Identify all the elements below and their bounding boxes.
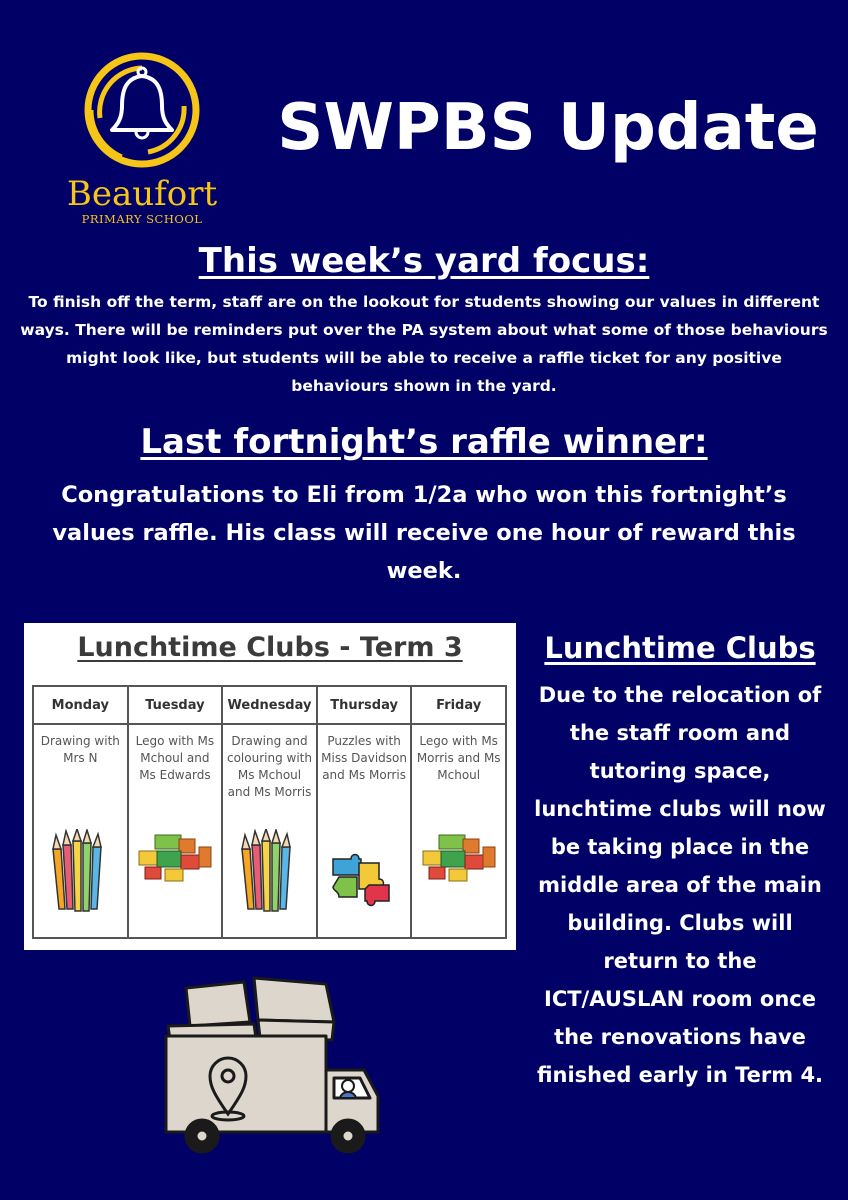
lunchtime-clubs-body: Due to the relocation of the staff room and tutoring space, lunchtime clubs will now be taking place in the middle area of the main building. Clubs will return to the ICT/AUSLAN room once the renovations have finished early in Term 4. <box>534 683 826 1087</box>
bell-icon <box>52 48 232 178</box>
club-activity: Lego with Ms Morris and Ms Mchoul <box>416 734 501 782</box>
day-header: Tuesday <box>128 686 223 724</box>
day-header: Monday <box>33 686 128 724</box>
lunchtime-clubs-heading: Lunchtime Clubs <box>544 631 816 665</box>
club-cell <box>128 724 223 938</box>
club-cell <box>33 724 128 938</box>
club-cell <box>411 724 506 938</box>
day-header: Wednesday <box>222 686 317 724</box>
day-header: Thursday <box>317 686 412 724</box>
club-cell <box>317 724 412 938</box>
club-activity: Drawing and colouring with Ms Mchoul and Ms Morris <box>226 734 312 799</box>
clubs-table-title: Lunchtime Clubs - Term 3 <box>77 632 463 663</box>
lego-icon <box>135 829 215 885</box>
raffle-body: Congratulations to Eli from 1/2a who won this fortnight’s values raffle. His class will receive one hour of reward this week. <box>52 482 796 584</box>
club-activity: Puzzles with Miss Davidson and Ms Morris <box>321 734 407 782</box>
school-name: Beaufort <box>66 174 218 214</box>
school-subtitle: PRIMARY SCHOOL <box>81 212 203 226</box>
page-title: SWPBS Update <box>277 91 819 165</box>
raffle-heading: Last fortnight’s raffle winner: <box>140 422 708 462</box>
yard-focus-body: To finish off the term, staff are on the lookout for students showing our values in different ways. There will be reminders put over the PA system about what some of those behaviours might look like, but students will be able to receive a raffle ticket for any positive behaviours shown in the yard. <box>20 293 828 395</box>
clubs-table-header-row <box>33 686 506 724</box>
pencils-icon <box>45 829 115 921</box>
clubs-table-row <box>33 724 506 938</box>
yard-focus-heading: This week’s yard focus: <box>198 241 650 281</box>
moving-truck-icon <box>158 974 382 1162</box>
day-header: Friday <box>411 686 506 724</box>
club-activity: Drawing with Mrs N <box>40 734 120 765</box>
lunchtime-clubs-panel <box>24 623 516 950</box>
club-activity: Lego with Ms Mchoul and Ms Edwards <box>135 734 215 782</box>
lego-icon <box>419 829 499 885</box>
school-logo <box>52 48 232 230</box>
club-cell <box>222 724 317 938</box>
clubs-table <box>32 685 507 939</box>
pencils-icon <box>234 829 304 921</box>
puzzle-icon <box>329 849 399 909</box>
